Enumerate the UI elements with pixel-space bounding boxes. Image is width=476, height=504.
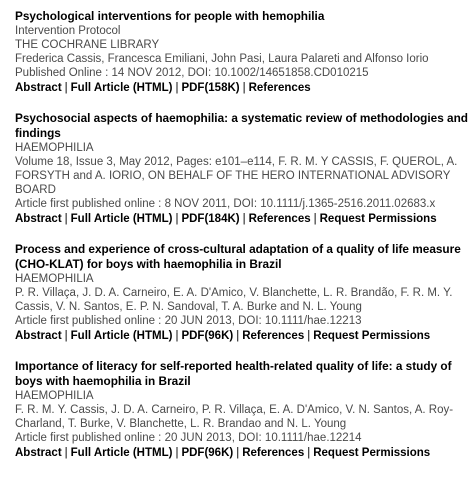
full-article-html-link[interactable]: Full Article (HTML) xyxy=(70,82,173,94)
result-entry xyxy=(15,111,472,227)
result-meta-line: HAEMOPHILIA xyxy=(15,142,94,154)
result-meta-line: Article first published online : 8 NOV 2011, DOI: 10.1111/j.1365-2516.2011.02683.x xyxy=(15,198,436,210)
abstract-link[interactable]: Abstract xyxy=(15,213,62,225)
link-separator: | xyxy=(175,330,179,342)
result-title[interactable]: Process and experience of cross-cultural adaptation of a quality of life measure (CHO-KLAT) for boys with haemophilia in Brazil xyxy=(15,242,461,271)
link-separator: | xyxy=(307,447,311,459)
result-title[interactable]: Importance of literacy for self-reported health-related quality of life: a study of boys with haemophilia in Brazil xyxy=(15,359,452,388)
link-separator: | xyxy=(64,82,68,94)
link-separator: | xyxy=(236,330,240,342)
link-separator: | xyxy=(175,447,179,459)
result-title[interactable]: Psychosocial aspects of haemophilia: a systematic review of methodologies and findings xyxy=(15,111,469,140)
result-meta-line: P. R. Villaça, J. D. A. Carneiro, E. A. D'Amico, V. Blanchette, L. R. Brandão, F. R. M. Y. Cassis, V. N. Santos, E. P. N. Sandoval, T. A. Burke and N. L. Young xyxy=(15,287,453,313)
pdf-96k-link[interactable]: PDF(96K) xyxy=(181,330,234,342)
link-separator: | xyxy=(236,447,240,459)
link-separator: | xyxy=(64,447,68,459)
references-link[interactable]: References xyxy=(242,330,305,342)
request-permissions-link[interactable]: Request Permissions xyxy=(313,330,431,342)
link-separator: | xyxy=(242,82,246,94)
full-article-html-link[interactable]: Full Article (HTML) xyxy=(70,447,173,459)
request-permissions-link[interactable]: Request Permissions xyxy=(319,213,437,225)
references-link[interactable]: References xyxy=(248,213,311,225)
result-meta-line: Article first published online : 20 JUN 2013, DOI: 10.1111/hae.12213 xyxy=(15,315,362,327)
references-link[interactable]: References xyxy=(242,447,305,459)
result-links xyxy=(15,329,472,344)
full-article-html-link[interactable]: Full Article (HTML) xyxy=(70,213,173,225)
result-links xyxy=(15,212,472,227)
request-permissions-link[interactable]: Request Permissions xyxy=(313,447,431,459)
abstract-link[interactable]: Abstract xyxy=(15,330,62,342)
result-links xyxy=(15,81,472,96)
result-meta-line: HAEMOPHILIA xyxy=(15,390,94,402)
link-separator: | xyxy=(175,82,179,94)
abstract-link[interactable]: Abstract xyxy=(15,82,62,94)
result-entry xyxy=(15,9,472,96)
pdf-158k-link[interactable]: PDF(158K) xyxy=(181,82,240,94)
full-article-html-link[interactable]: Full Article (HTML) xyxy=(70,330,173,342)
result-meta-line: F. R. M. Y. Cassis, J. D. A. Carneiro, P. R. Villaça, E. A. D'Amico, V. N. Santos, A. Roy-Charland, T. Burke, V. Blanchette, L. R. Brandao and N. L. Young xyxy=(15,404,454,430)
link-separator: | xyxy=(307,330,311,342)
link-separator: | xyxy=(175,213,179,225)
result-meta-line: HAEMOPHILIA xyxy=(15,273,94,285)
result-meta-line: THE COCHRANE LIBRARY xyxy=(15,39,160,51)
pdf-184k-link[interactable]: PDF(184K) xyxy=(181,213,240,225)
link-separator: | xyxy=(242,213,246,225)
result-meta-line: Intervention Protocol xyxy=(15,25,121,37)
result-meta-line: Frederica Cassis, Francesca Emiliani, John Pasi, Laura Palareti and Alfonso Iorio xyxy=(15,53,429,65)
result-entry xyxy=(15,242,472,344)
abstract-link[interactable]: Abstract xyxy=(15,447,62,459)
result-meta-line: Volume 18, Issue 3, May 2012, Pages: e101–e114, F. R. M. Y CASSIS, F. QUEROL, A. FORSYTH and A. IORIO, ON BEHALF OF THE HERO INTERNATIONAL ADVISORY BOARD xyxy=(15,156,458,196)
pdf-96k-link[interactable]: PDF(96K) xyxy=(181,447,234,459)
result-entry xyxy=(15,359,472,461)
references-link[interactable]: References xyxy=(248,82,311,94)
result-meta-line: Article first published online : 20 JUN 2013, DOI: 10.1111/hae.12214 xyxy=(15,432,362,444)
result-links xyxy=(15,446,472,461)
link-separator: | xyxy=(313,213,317,225)
link-separator: | xyxy=(64,213,68,225)
result-meta-line: Published Online : 14 NOV 2012, DOI: 10.1002/14651858.CD010215 xyxy=(15,67,369,79)
result-title[interactable]: Psychological interventions for people with hemophilia xyxy=(15,9,325,23)
link-separator: | xyxy=(64,330,68,342)
